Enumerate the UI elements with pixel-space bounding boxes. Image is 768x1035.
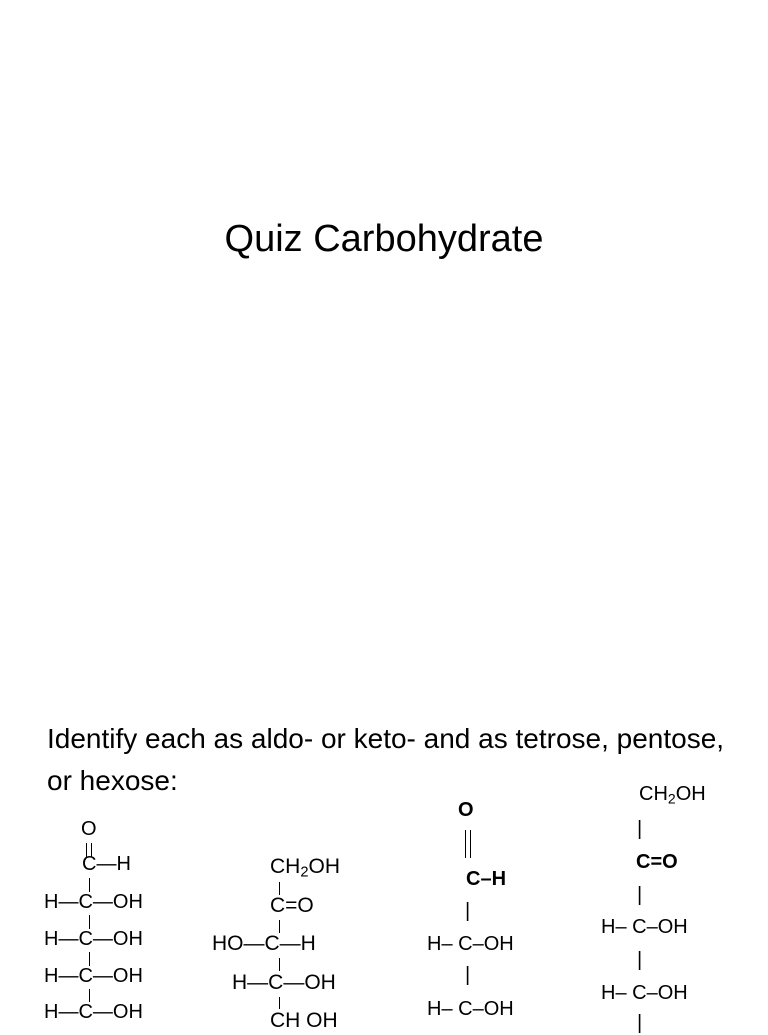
m2-row3: H—C—OH bbox=[232, 971, 336, 994]
m2-row1: C=O bbox=[270, 894, 314, 917]
m4-bar3: | bbox=[637, 949, 643, 971]
m4-row1: C=O bbox=[636, 851, 678, 873]
m1-row4: H—C—OH bbox=[44, 965, 143, 987]
m3-bar2: | bbox=[465, 964, 471, 986]
slide-title: Quiz Carbohydrate bbox=[224, 218, 544, 260]
m1-row2: H—C—OH bbox=[44, 891, 143, 913]
m1-row1: C—H bbox=[82, 853, 131, 875]
m3-row3: H– C–OH bbox=[427, 998, 514, 1020]
m2-row2: HO—C—H bbox=[212, 932, 316, 955]
m4-row3: H– C–OH bbox=[601, 982, 688, 1004]
m3-row1: C–H bbox=[466, 868, 507, 890]
m3-oxygen: O bbox=[458, 799, 474, 821]
m1-row3: H—C—OH bbox=[44, 928, 143, 950]
m1-row5: H—C—OH bbox=[44, 1001, 143, 1023]
m4-bar2: | bbox=[637, 884, 643, 906]
m4-bar1: | bbox=[637, 818, 643, 840]
m2-top-group: $CH_2OH$ bbox=[270, 855, 341, 881]
m3-row2: H– C–OH bbox=[427, 933, 514, 955]
question-prompt: Identify each as aldo- or keto- and as tetrose, pentose, or hexose: bbox=[47, 723, 725, 796]
m4-bar4: | bbox=[637, 1012, 643, 1034]
m4-top-group: $CH_2OH$ bbox=[639, 783, 706, 807]
m1-oxygen: O bbox=[81, 818, 97, 840]
m3-bar1: | bbox=[465, 900, 471, 922]
m4-row2: H– C–OH bbox=[601, 916, 688, 938]
m2-bottom: CH OH bbox=[270, 1009, 338, 1032]
